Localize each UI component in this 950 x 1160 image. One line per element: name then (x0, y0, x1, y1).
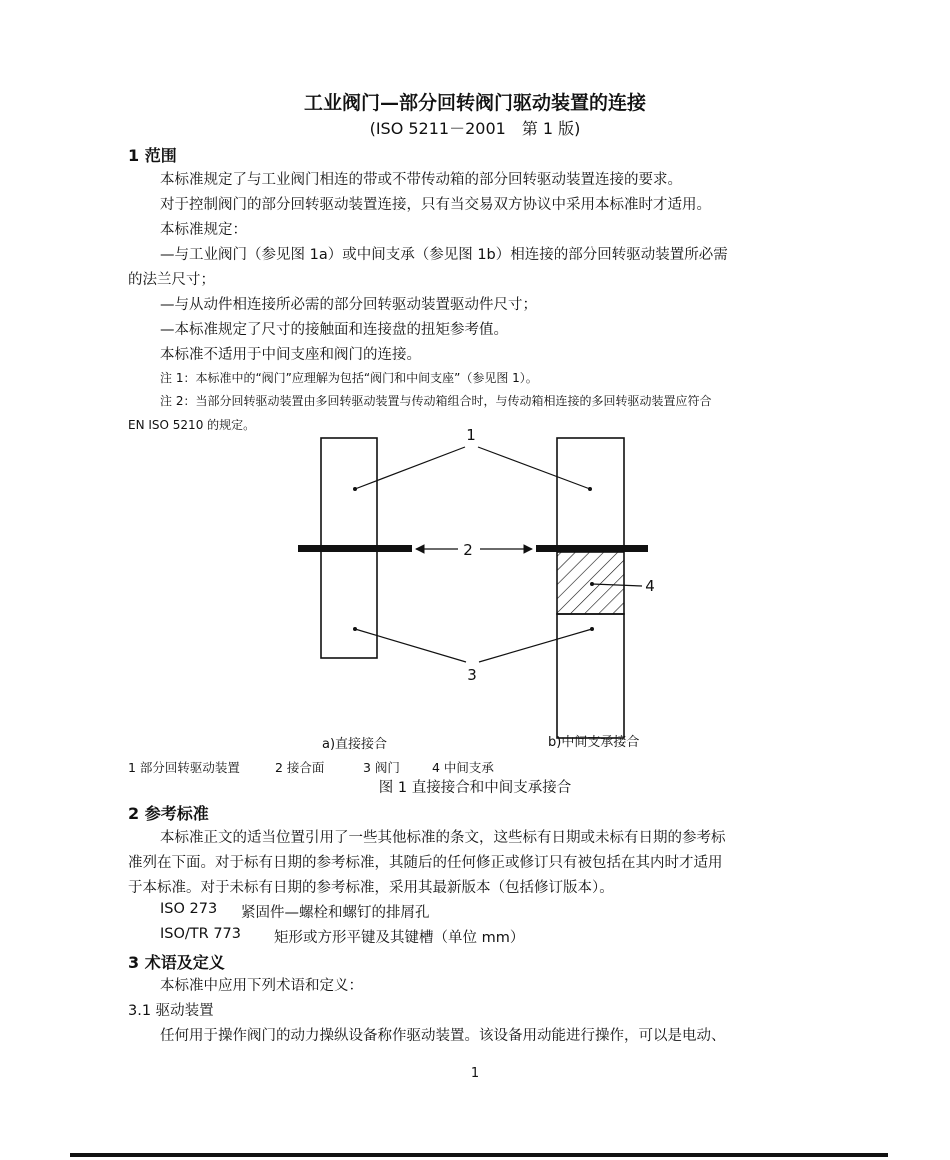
valve-a (321, 550, 377, 658)
figure-label-b: b)中间支承接合 (548, 735, 640, 750)
reference-title: 矩形或方形平键及其键槽（单位 mm） (274, 930, 525, 946)
reference-code: ISO 273 (160, 901, 218, 917)
section-3-intro: 本标准中应用下列术语和定义： (160, 978, 363, 994)
legend-item-2: 2 接合面 (275, 760, 325, 775)
section-3-heading: 3 术语及定义 (128, 953, 225, 972)
section-2-para-line-3: 于本标准。对于未标有日期的参考标准，采用其最新版本（包括修订版本）。 (128, 880, 614, 896)
figure-label-a: a)直接接合 (322, 737, 388, 752)
footer-rule (70, 1153, 888, 1157)
section-2-para-line-1: 本标准正文的适当位置引用了一些其他标准的条文，这些标有日期或未标有日期的参考标 (160, 830, 726, 846)
section-3-1-heading: 3.1 驱动装置 (128, 1003, 214, 1019)
actuator-b (557, 438, 624, 546)
figure-caption: 图 1 直接接合和中间支承接合 (378, 780, 572, 796)
document-title: 工业阀门—部分回转阀门驱动装置的连接 (303, 92, 646, 114)
legend-item-3: 3 阀门 (363, 760, 400, 775)
section-1-heading: 1 范围 (128, 146, 177, 165)
actuator-a (321, 438, 377, 546)
section-1-para-3: 本标准规定： (160, 222, 247, 238)
reference-title: 紧固件—螺栓和螺钉的排屑孔 (241, 905, 430, 921)
page-number: 1 (470, 1066, 480, 1081)
valve-b (557, 614, 624, 738)
leader-1b (478, 447, 590, 489)
legend-item-1: 1 部分回转驱动装置 (128, 760, 240, 775)
reference-code: ISO/TR 773 (160, 926, 241, 942)
section-1-item-3: —本标准规定了尺寸的接触面和连接盘的扭矩参考值。 (160, 322, 508, 338)
callout-4: 4 (645, 577, 655, 595)
section-2-para-line-2: 准列在下面。对于标有日期的参考标准，其随后的任何修正或修订只有被包括在其内时才适用 (128, 855, 723, 871)
leader-3b (479, 629, 592, 662)
callout-2: 2 (463, 541, 473, 559)
note-2: 注 2：当部分回转驱动装置由多回转驱动装置与传动箱组合时，与传动箱相连接的多回转驱动装置应符合 (160, 394, 712, 408)
section-3-1-para: 任何用于操作阀门的动力操纵设备称作驱动装置。该设备用动能进行操作，可以是电动、 (160, 1028, 726, 1044)
section-1-item-2: —与从动件相连接所必需的部分回转驱动装置驱动件尺寸； (160, 297, 537, 313)
legend-item-4: 4 中间支承 (432, 760, 494, 775)
callout-3: 3 (467, 666, 477, 684)
leader-3a (355, 629, 466, 662)
figure-1-diagram (0, 420, 950, 740)
callout-1: 1 (466, 426, 476, 444)
note-1: 注 1：本标准中的“阀门”应理解为包括“阀门和中间支座”（参见图 1）。 (160, 371, 538, 385)
note-2-cont: EN ISO 5210 的规定。 (128, 418, 256, 432)
section-1-para-1: 本标准规定了与工业阀门相连的带或不带传动箱的部分回转驱动装置连接的要求。 (160, 172, 682, 188)
document-subtitle: (ISO 5211－2001 第 1 版) (369, 119, 581, 138)
mating-face-b (536, 545, 648, 552)
section-1-para-2: 对于控制阀门的部分回转驱动装置连接，只有当交易双方协议中采用本标准时才适用。 (160, 197, 711, 213)
section-2-heading: 2 参考标准 (128, 804, 209, 823)
section-1-item-1: —与工业阀门（参见图 1a）或中间支承（参见图 1b）相连接的部分回转驱动装置所必需 (160, 247, 728, 263)
leader-1a (355, 447, 465, 489)
section-1-item-1-cont: 的法兰尺寸； (128, 272, 215, 288)
section-1-para-4: 本标准不适用于中间支座和阀门的连接。 (160, 347, 421, 363)
mating-face-a (298, 545, 412, 552)
